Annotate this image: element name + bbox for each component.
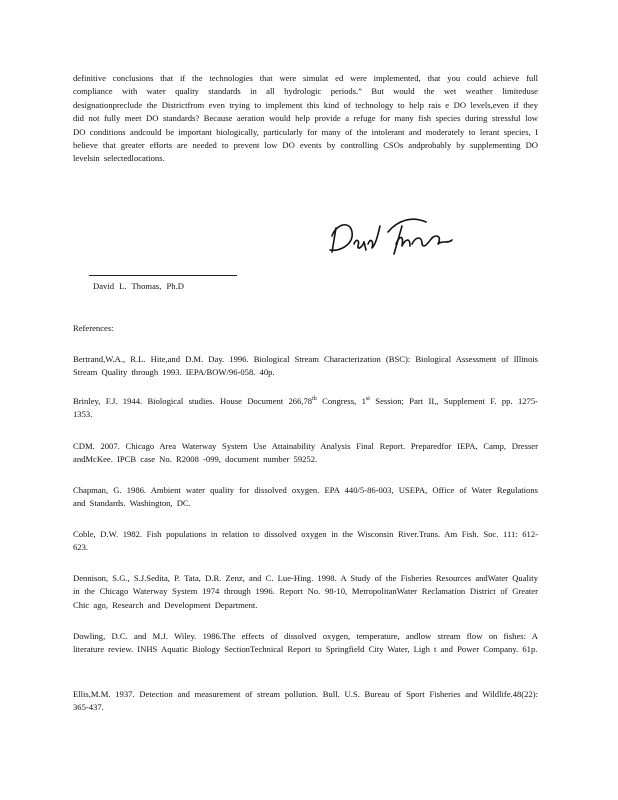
- reference-entry: [73, 353, 538, 380]
- reference-text: CDM. 2007. Chicago Area Waterway System Use Attainability Analysis Final Report. Preparedfor IEPA, Camp, Dresser andMcKee. IPCB case No. R2008 -099, document number 59252.: [73, 441, 538, 465]
- reference-text: Congress, 1: [316, 396, 366, 406]
- body-paragraph: [73, 72, 538, 166]
- reference-superscript: th: [312, 396, 317, 402]
- reference-text: Coble, D.W. 1982. Fish populations in relation to dissolved oxygen in the Wisconsin River.Trans. Am Fish. Soc. 111: 612-623.: [73, 529, 538, 553]
- reference-superscript: st: [365, 396, 370, 402]
- reference-text: Bertrand,W.A., R.L. Hite,and D.M. Day. 1996. Biological Stream Characterization (BSC): Biological Assessment of Illinois Stream Quality through 1993. IEPA/BOW/96-058. 40p.: [73, 354, 538, 378]
- reference-text: Dowling, D.C. and M.J. Wiley. 1986.The effects of dissolved oxygen, temperature, andlow stream flow on fishes: A literature review. INHS Aquatic Biology SectionTechnical Report to Springfield City Water, Ligh t and Power Company. 61p.: [73, 631, 538, 655]
- reference-text: Brinley, F.J. 1944. Biological studies. House Document 266,78: [73, 396, 313, 406]
- reference-text: Session; Part II,, Supplement F. pp. 1275-1353.: [73, 396, 538, 420]
- reference-entry: [73, 484, 538, 511]
- reference-entry: [73, 688, 538, 715]
- body-paragraph-text: definitive conclusions that if the technologies that were simulat ed were implemented, that you could achieve full compliance with water quality standards in all hydrologic periods.” But would the wet weather limiteduse designationpreclude the Districtfrom even trying to implement this kind of technology to help rais e DO levels,even if they did not fully meet DO standards? Because aeration would help provide a refuge for many fish species during stressful low DO conditions andcould be important biologically, particularly for many of the intolerant and moderately to lerant species, I believe that greater efforts are needed to prevent low DO events by controlling CSOs andprobably by supplementing DO levelsin selectedlocations.: [73, 73, 538, 164]
- reference-entry: [73, 395, 538, 422]
- reference-entry: [73, 630, 538, 657]
- handwritten-signature: [326, 214, 456, 262]
- reference-entry: [73, 440, 538, 467]
- reference-text: Dennison, S.G., S.J.Sedita, P. Tata, D.R. Zenz, and C. Lue-Hing. 1998. A Study of the Fisheries Resources andWater Quality in the Chicago Waterway System 1974 through 1996. Report No. 98-10, MetropolitanWater Reclamation District of Greater Chic ago, Research and Development Department.: [73, 573, 538, 610]
- signature-line: [89, 275, 237, 276]
- reference-text: Chapman, G. 1986. Ambient water quality for dissolved oxygen. EPA 440/5-86-003, USEPA, Office of Water Regulations and Standards. Washington, DC.: [73, 485, 538, 509]
- reference-text: Ellis,M.M. 1937. Detection and measurement of stream pollution. Bull. U.S. Bureau of Sport Fisheries and Wildlife.48(22): 365-437.: [73, 689, 538, 713]
- references-heading: References:: [73, 323, 114, 333]
- reference-entry: [73, 528, 538, 555]
- reference-entry: [73, 572, 538, 612]
- signatory-name: David L. Thomas, Ph.D: [93, 281, 184, 291]
